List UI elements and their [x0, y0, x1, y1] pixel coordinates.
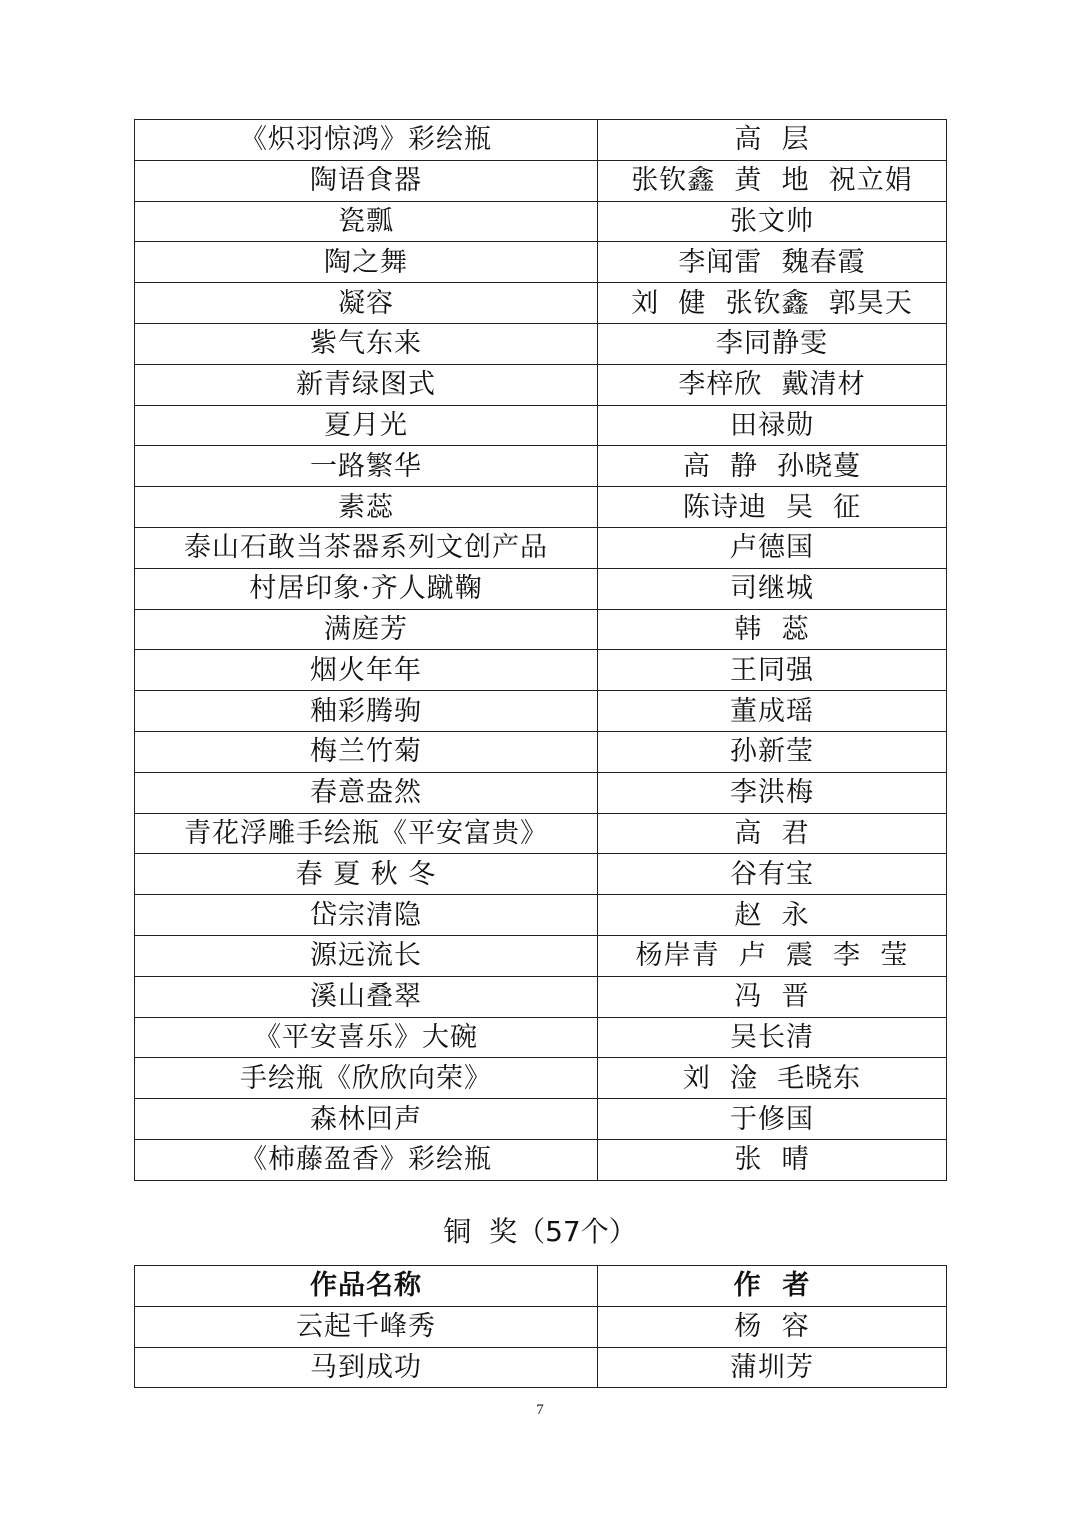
author-cell: 张 晴 — [598, 1139, 947, 1180]
author-cell: 李洪梅 — [598, 772, 947, 813]
table-row — [135, 160, 947, 201]
table-row — [135, 935, 947, 976]
work-title-cell: 《柿藤盈香》彩绘瓶 — [135, 1139, 598, 1180]
table-row — [135, 609, 947, 650]
author-cell: 谷有宝 — [598, 854, 947, 895]
work-title-cell: 釉彩腾驹 — [135, 691, 598, 732]
work-title-cell: 马到成功 — [135, 1347, 598, 1388]
author-cell: 司继城 — [598, 568, 947, 609]
work-title-cell: 紫气东来 — [135, 323, 598, 364]
author-cell: 吴长清 — [598, 1017, 947, 1058]
table-row — [135, 487, 947, 528]
author-cell: 田禄勋 — [598, 405, 947, 446]
author-cell: 卢德国 — [598, 527, 947, 568]
work-title-cell: 烟火年年 — [135, 650, 598, 691]
author-cell: 韩 蕊 — [598, 609, 947, 650]
table-row — [135, 813, 947, 854]
work-title-cell: 云起千峰秀 — [135, 1306, 598, 1347]
work-title-cell: 陶之舞 — [135, 242, 598, 283]
author-cell: 刘 淦 毛晓东 — [598, 1058, 947, 1099]
work-title-cell: 手绘瓶《欣欣向荣》 — [135, 1058, 598, 1099]
work-title-cell: 森林回声 — [135, 1099, 598, 1140]
author-cell: 高 层 — [598, 120, 947, 161]
table-row — [135, 1347, 947, 1388]
author-cell: 高 君 — [598, 813, 947, 854]
author-cell: 张钦鑫 黄 地 祝立娟 — [598, 160, 947, 201]
work-title-cell: 春意盎然 — [135, 772, 598, 813]
author-cell: 于修国 — [598, 1099, 947, 1140]
table-row — [135, 323, 947, 364]
author-cell: 李同静雯 — [598, 323, 947, 364]
table-row — [135, 1058, 947, 1099]
table-row — [135, 283, 947, 324]
author-cell: 李闻雷 魏春霞 — [598, 242, 947, 283]
table-row — [135, 120, 947, 161]
author-cell: 杨 容 — [598, 1306, 947, 1347]
work-title-cell: 《炽羽惊鸿》彩绘瓶 — [135, 120, 598, 161]
work-title-cell: 源远流长 — [135, 935, 598, 976]
header-author: 作 者 — [598, 1266, 947, 1307]
table-row — [135, 772, 947, 813]
work-title-cell: 春 夏 秋 冬 — [135, 854, 598, 895]
author-cell: 王同强 — [598, 650, 947, 691]
work-title-cell: 岱宗清隐 — [135, 895, 598, 936]
bronze-award-heading: 铜 奖（57个） — [443, 1215, 637, 1248]
table-row — [135, 731, 947, 772]
table-row — [135, 1306, 947, 1347]
table-row — [135, 854, 947, 895]
table-row — [135, 976, 947, 1017]
author-cell: 刘 健 张钦鑫 郭昊天 — [598, 283, 947, 324]
table-row — [135, 446, 947, 487]
table-row — [135, 691, 947, 732]
author-cell: 杨岸青 卢 震 李 莹 — [598, 935, 947, 976]
table-row — [135, 405, 947, 446]
author-cell: 孙新莹 — [598, 731, 947, 772]
award-table-silver-continued — [134, 119, 947, 1181]
author-cell: 董成瑶 — [598, 691, 947, 732]
table-row — [135, 650, 947, 691]
work-title-cell: 满庭芳 — [135, 609, 598, 650]
author-cell: 赵 永 — [598, 895, 947, 936]
work-title-cell: 溪山叠翠 — [135, 976, 598, 1017]
award-table-body — [135, 1306, 947, 1388]
work-title-cell: 夏月光 — [135, 405, 598, 446]
work-title-cell: 一路繁华 — [135, 446, 598, 487]
table-row — [135, 568, 947, 609]
table-row — [135, 895, 947, 936]
table-row — [135, 1017, 947, 1058]
table-header-row — [135, 1266, 947, 1307]
work-title-cell: 梅兰竹菊 — [135, 731, 598, 772]
table-row — [135, 1139, 947, 1180]
work-title-cell: 凝容 — [135, 283, 598, 324]
header-work-title: 作品名称 — [135, 1266, 598, 1307]
work-title-cell: 新青绿图式 — [135, 364, 598, 405]
author-cell: 张文帅 — [598, 201, 947, 242]
table-row — [135, 527, 947, 568]
table-row — [135, 1099, 947, 1140]
work-title-cell: 素蕊 — [135, 487, 598, 528]
work-title-cell: 《平安喜乐》大碗 — [135, 1017, 598, 1058]
award-table-bronze — [134, 1265, 947, 1388]
work-title-cell: 陶语食器 — [135, 160, 598, 201]
author-cell: 冯 晋 — [598, 976, 947, 1017]
award-table-body — [135, 120, 947, 1181]
author-cell: 李梓欣 戴清材 — [598, 364, 947, 405]
author-cell: 高 静 孙晓蔓 — [598, 446, 947, 487]
work-title-cell: 泰山石敢当茶器系列文创产品 — [135, 527, 598, 568]
work-title-cell: 村居印象·齐人蹴鞠 — [135, 568, 598, 609]
author-cell: 陈诗迪 吴 征 — [598, 487, 947, 528]
work-title-cell: 瓷瓢 — [135, 201, 598, 242]
work-title-cell: 青花浮雕手绘瓶《平安富贵》 — [135, 813, 598, 854]
table-row — [135, 364, 947, 405]
author-cell: 蒲圳芳 — [598, 1347, 947, 1388]
page-number: 7 — [536, 1402, 544, 1418]
table-row — [135, 242, 947, 283]
table-row — [135, 201, 947, 242]
